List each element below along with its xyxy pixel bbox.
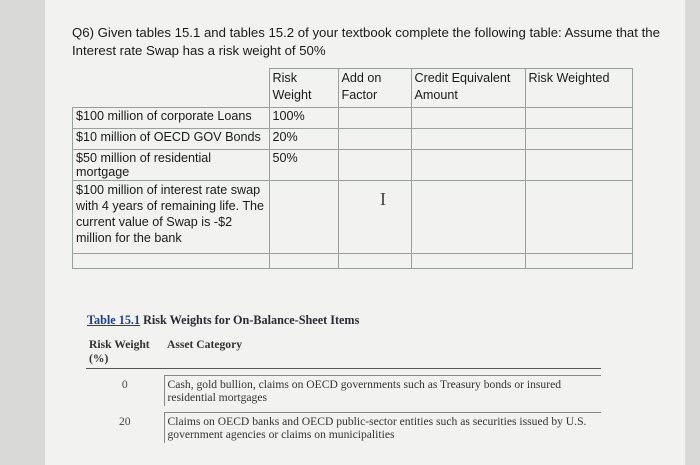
- work-table-header-row: [73, 69, 633, 108]
- textbook-table: [86, 336, 601, 443]
- row-credit-equivalent-cell[interactable]: [411, 150, 525, 181]
- row-item: [73, 181, 270, 254]
- header-risk-weight: Risk Weight: [269, 69, 338, 108]
- table-row: [73, 181, 633, 254]
- table-row: [73, 254, 633, 269]
- row-item: $10 million of OECD GOV Bonds: [73, 129, 270, 150]
- row-item-text: $100 million of interest rate swap with 4 years of remaining life. The current value of Swap is -$2 million for the bank: [76, 183, 265, 245]
- row-add-on-cell[interactable]: [338, 108, 411, 129]
- row-risk-weighted-cell[interactable]: [525, 254, 632, 269]
- row-risk-weight[interactable]: [269, 181, 338, 254]
- textbook-col-weight: Risk Weight (%): [86, 336, 164, 369]
- row-add-on-cell[interactable]: [338, 129, 411, 150]
- row-risk-weighted-cell[interactable]: [525, 150, 632, 181]
- table-row: [73, 129, 633, 150]
- row-add-on-cell[interactable]: [338, 181, 411, 254]
- row-risk-weight[interactable]: [269, 254, 338, 269]
- textbook-header-row: [86, 336, 601, 369]
- work-table: [72, 68, 633, 269]
- table-row: [73, 108, 633, 129]
- row-add-on-cell[interactable]: [338, 254, 411, 269]
- table-row: [86, 413, 601, 444]
- row-risk-weight: 50%: [269, 150, 338, 181]
- textbook-weight: 0: [121, 377, 128, 391]
- text-cursor-icon: I: [380, 189, 386, 209]
- textbook-category: Claims on OECD banks and OECD public-sector entities such as securities issued by U.S. government agencies or claims on municipalities: [164, 413, 601, 444]
- row-risk-weight: 20%: [269, 129, 338, 150]
- row-item[interactable]: [73, 254, 270, 269]
- textbook-table-heading: Risk Weights for On-Balance-Sheet Items: [143, 313, 360, 327]
- textbook-category: Cash, gold bullion, claims on OECD governments such as Treasury bonds or insured residential mortgages: [164, 376, 601, 407]
- row-credit-equivalent-cell[interactable]: [411, 129, 525, 150]
- header-add-on-factor: Add on Factor: [338, 69, 411, 108]
- row-risk-weighted-cell[interactable]: [525, 108, 632, 129]
- row-item: $100 million of corporate Loans: [73, 108, 270, 129]
- textbook-weight: 20: [118, 414, 131, 428]
- header-credit-equivalent: Credit Equivalent Amount: [411, 69, 525, 108]
- row-credit-equivalent-cell[interactable]: [411, 181, 525, 254]
- row-risk-weighted-cell[interactable]: [525, 129, 632, 150]
- textbook-table-label[interactable]: Table 15.1: [87, 313, 141, 327]
- table-row: [73, 150, 633, 181]
- header-blank: [73, 69, 270, 108]
- row-add-on-cell[interactable]: [338, 150, 411, 181]
- textbook-table-title: [87, 313, 359, 328]
- row-credit-equivalent-cell[interactable]: [411, 254, 525, 269]
- row-credit-equivalent-cell[interactable]: [411, 108, 525, 129]
- row-item: $50 million of residential mortgage: [73, 150, 270, 181]
- row-risk-weight: 100%: [269, 108, 338, 129]
- table-row: [86, 376, 601, 407]
- header-risk-weighted: Risk Weighted: [525, 69, 632, 108]
- textbook-col-category: Asset Category: [164, 336, 601, 369]
- question-text: Q6) Given tables 15.1 and tables 15.2 of your textbook complete the following table: Assume that the Interest rate Swap has a risk weight of 50%: [72, 25, 660, 58]
- row-risk-weighted-cell[interactable]: [525, 181, 632, 254]
